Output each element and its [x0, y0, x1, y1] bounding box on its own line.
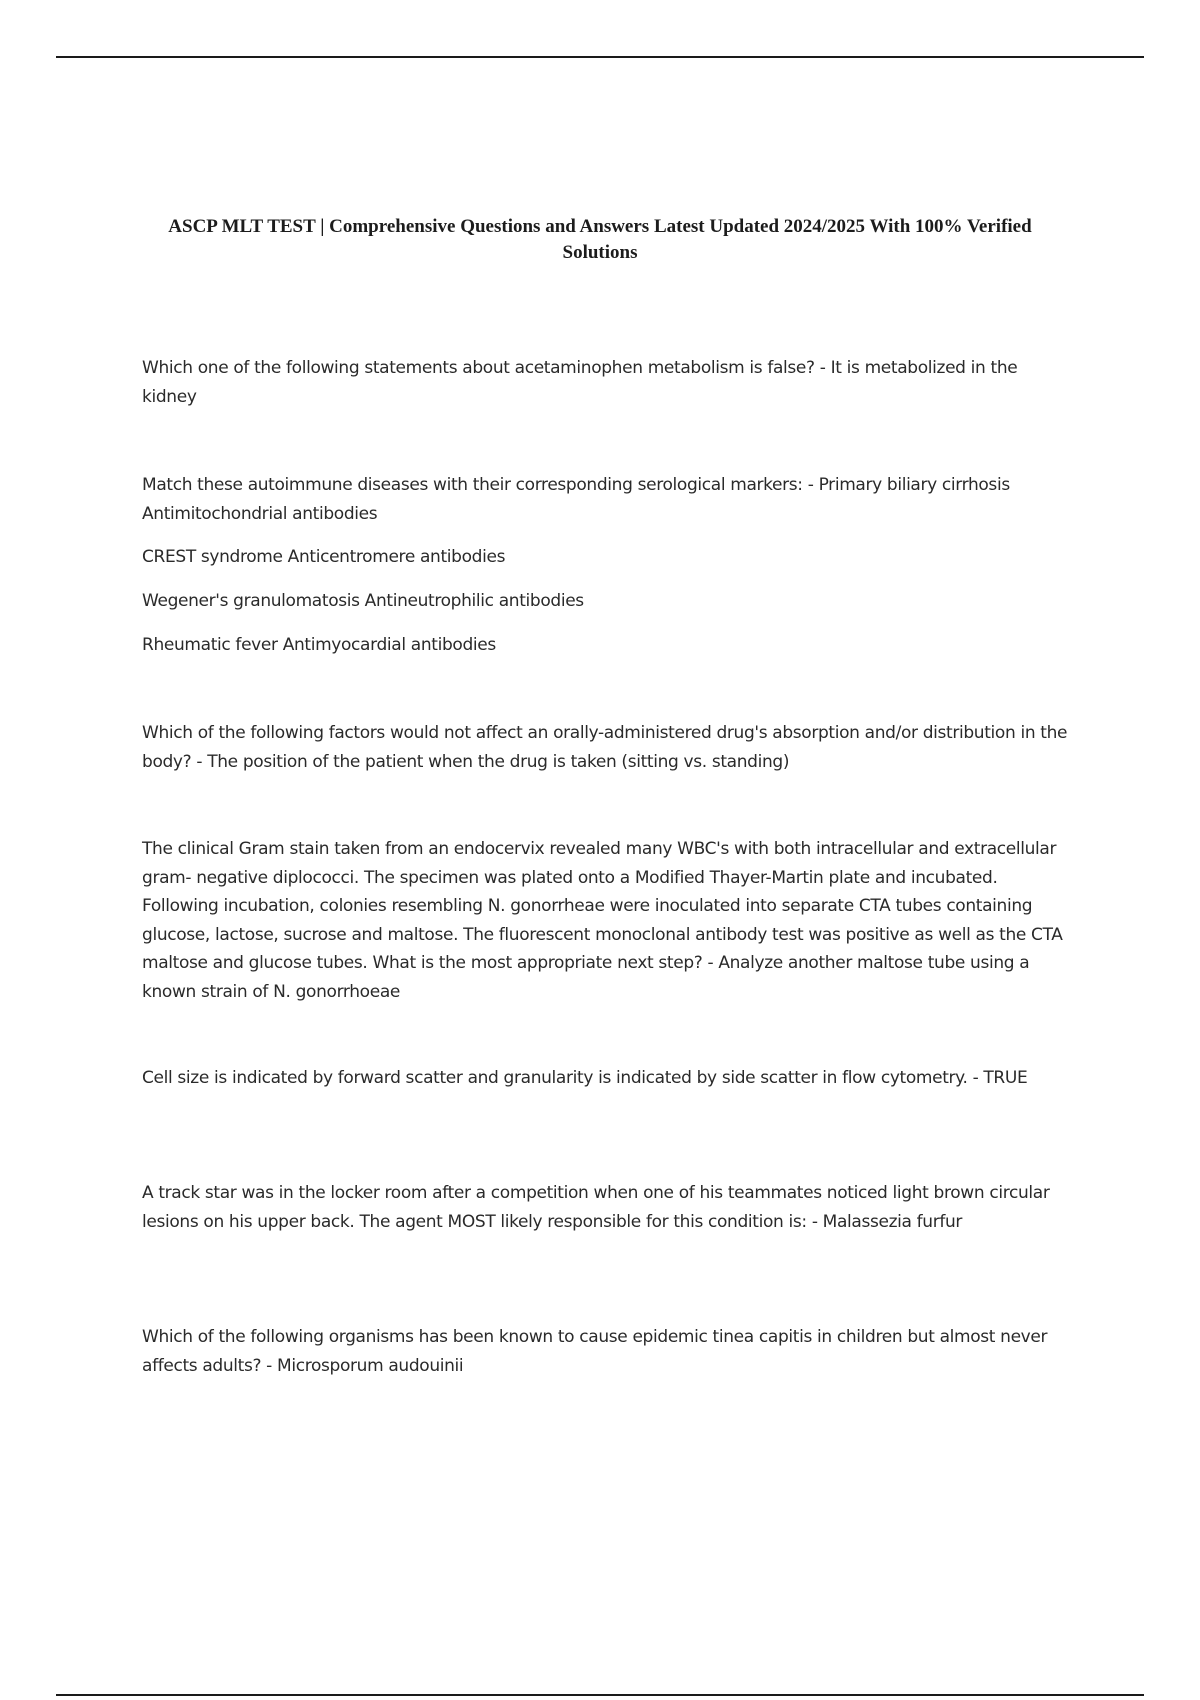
header-rule — [56, 56, 1144, 58]
footer-rule — [56, 1694, 1144, 1696]
qa-drug-absorption: Which of the following factors would not affect an orally-administered drug's absorption and/or distribution in the body? - The position of the patient when the drug is taken (sitting vs. standing) — [142, 723, 1068, 772]
qa-autoimmune-markers: Match these autoimmune diseases with their corresponding serological markers: - Primary biliary cirrhosis Antimitochondrial antibodies — [142, 475, 1010, 524]
document-title: ASCP MLT TEST | Comprehensive Questions and Answers Latest Updated 2024/2025 With 100% Verified Solutions — [168, 216, 1032, 263]
qa-track-star: A track star was in the locker room after a competition when one of his teammates noticed light brown circular lesions on his upper back. The agent MOST likely responsible for this condition is: - Malassezia furfur — [142, 1183, 1050, 1232]
qa-rheumatic-fever: Rheumatic fever Antimyocardial antibodies — [142, 635, 496, 655]
qa-wegeners: Wegener's granulomatosis Antineutrophilic antibodies — [142, 591, 584, 611]
qa-tinea-capitis: Which of the following organisms has been known to cause epidemic tinea capitis in children but almost never affects adults? - Microsporum audouinii — [142, 1327, 1048, 1376]
qa-acetaminophen: Which one of the following statements about acetaminophen metabolism is false? - It is metabolized in the kidney — [142, 358, 1018, 407]
qa-crest-syndrome: CREST syndrome Anticentromere antibodies — [142, 547, 506, 567]
qa-flow-cytometry: Cell size is indicated by forward scatter and granularity is indicated by side scatter in flow cytometry. - TRUE — [142, 1068, 1028, 1088]
qa-gram-stain: The clinical Gram stain taken from an endocervix revealed many WBC's with both intracellular and extracellular gram- negative diplococci. The specimen was plated onto a Modified Thayer-Martin plate and incubated. Following incubation, colonies resembling N. gonorrheae were inoculated into separate CTA tubes containing glucose, lactose, sucrose and maltose. The fluorescent monoclonal antibody test was positive as well as the CTA maltose and glucose tubes. What is the most appropriate next step? - Analyze another maltose tube using a known strain of N. gonorrhoeae — [142, 839, 1063, 1002]
